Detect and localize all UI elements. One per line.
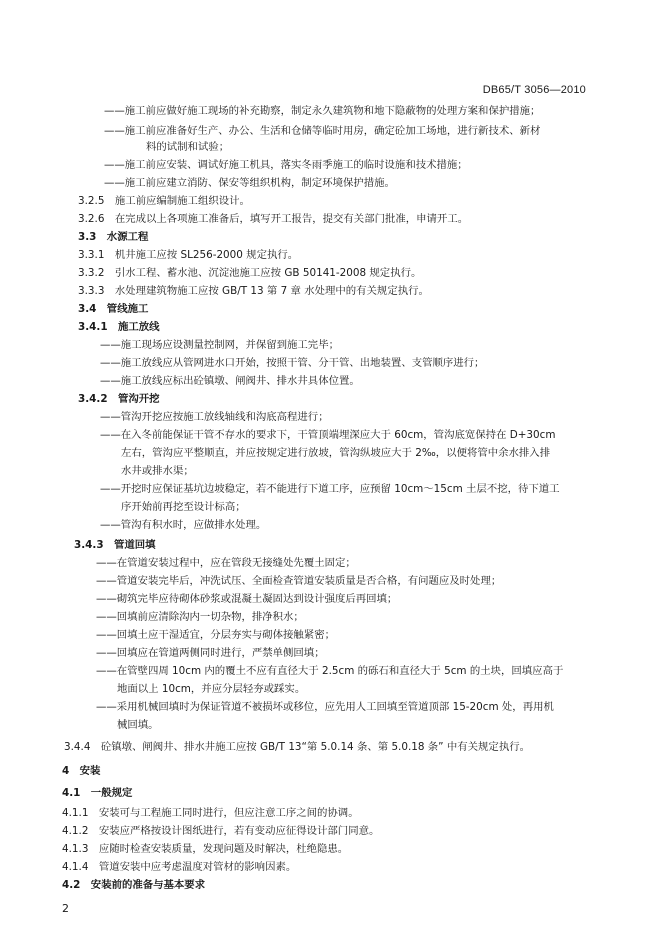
text-line: 水井或排水渠； <box>121 465 194 477</box>
page-number: 2 <box>62 902 69 915</box>
clause-4-1-4: 4.1.4 管道安装中应考虑温度对管材的影响因素。 <box>62 861 297 873</box>
text-line: ——施工前应安装、调试好施工机具，落实冬雨季施工的临时设施和技术措施； <box>104 159 468 171</box>
text-line: ——在入冬前能保证干管不存水的要求下，干管顶端埋深应大于 60cm，管沟底宽保持在 D+30cm <box>100 429 556 441</box>
section-3-4-heading: 3.4 管线施工 <box>78 303 149 315</box>
text-line: 序开始前再挖至设计标高； <box>121 501 246 513</box>
text-line: 地面以上 10cm，并应分层轻夯或踩实。 <box>117 683 306 695</box>
text-line: ——管沟有积水时，应做排水处理。 <box>100 519 267 531</box>
text-line: ——砌筑完毕应待砌体砂浆或混凝土凝固达到设计强度后再回填； <box>96 593 398 605</box>
section-3-3-heading: 3.3 水源工程 <box>78 231 149 243</box>
text-line: ——施工前应做好施工现场的补充勘察，制定永久建筑物和地下隐蔽物的处理方案和保护措施； <box>104 105 541 117</box>
section-4-2-heading: 4.2 安装前的准备与基本要求 <box>62 879 206 891</box>
document-code: DB65/T 3056—2010 <box>482 84 586 96</box>
clause-4-1-3: 4.1.3 应随时检查安装质量，发现问题及时解决，杜绝隐患。 <box>62 843 349 855</box>
text-line: ——施工前应建立消防、保安等组织机构，制定环境保护措施。 <box>104 177 395 189</box>
text-line: ——回填应在管道两侧同时进行，严禁单侧回填； <box>96 647 325 659</box>
text-line: 左右，管沟应平整顺直，并应按规定进行放坡，管沟纵坡应大于 2‰，以便将管中余水排入排 <box>121 447 551 459</box>
text-line: ——回填土应干湿适宜，分层夯实与砌体接触紧密； <box>96 629 335 641</box>
clause-3-3-3: 3.3.3 水处理建筑物施工应按 GB/T 13 第 7 章 水处理中的有关规定执行。 <box>78 285 429 297</box>
text-line: 械回填。 <box>117 719 159 731</box>
text-line: ——回填前应清除沟内一切杂物，排净积水； <box>96 611 304 623</box>
section-4-1-heading: 4.1 一般规定 <box>62 787 133 799</box>
text-line: ——管道安装完毕后，冲洗试压、全面检查管道安装质量是否合格，有问题应及时处理； <box>96 575 502 587</box>
text-line: ——管沟开挖应按施工放线轴线和沟底高程进行； <box>100 411 329 423</box>
clause-4-1-2: 4.1.2 安装应严格按设计图纸进行，若有变动应征得设计部门同意。 <box>62 825 380 837</box>
text-line: ——施工放线应标出砼镇墩、闸阀井、排水井具体位置。 <box>100 375 360 387</box>
text-line: ——在管道安装过程中，应在管段无接缝处先覆土固定； <box>96 557 356 569</box>
clause-3-4-2-heading: 3.4.2 管沟开挖 <box>78 393 160 405</box>
clause-3-4-3-heading: 3.4.3 管道回填 <box>74 539 156 551</box>
clause-3-4-1-heading: 3.4.1 施工放线 <box>78 321 160 333</box>
clause-3-3-2: 3.3.2 引水工程、蓄水池、沉淀池施工应按 GB 50141-2008 规定执行。 <box>78 267 422 279</box>
clause-4-1-1: 4.1.1 安装可与工程施工同时进行，但应注意工序之间的协调。 <box>62 807 359 819</box>
clause-3-3-1: 3.3.1 机井施工应按 SL256-2000 规定执行。 <box>78 249 299 261</box>
text-line: ——采用机械回填时为保证管道不被损坏或移位，应先用人工回填至管道顶部 15-20cm 处，再用机 <box>96 701 554 713</box>
clause-3-4-4: 3.4.4 砼镇墩、闸阀井、排水井施工应按 GB/T 13“第 5.0.14 条、第 5.0.18 条” 中有关规定执行。 <box>64 741 530 753</box>
text-line: 料的试制和试验； <box>146 141 230 153</box>
text-line: ——开挖时应保证基坑边坡稳定，若不能进行下道工序，应预留 10cm～15cm 土层不挖，待下道工 <box>100 483 560 495</box>
clause-3-2-6: 3.2.6 在完成以上各项施工准备后，填写开工报告，提交有关部门批准，申请开工。 <box>78 213 469 225</box>
clause-3-2-5: 3.2.5 施工前应编制施工组织设计。 <box>78 195 250 207</box>
text-line: ——在管壁四周 10cm 内的覆土不应有直径大于 2.5cm 的砾石和直径大于 5cm 的土块，回填应高于 <box>96 665 564 677</box>
text-line: ——施工现场应设测量控制网，并保留到施工完毕； <box>100 339 339 351</box>
chapter-4-heading: 4 安装 <box>62 765 101 777</box>
text-line: ——施工前应准备好生产、办公、生活和仓储等临时用房，确定砼加工场地，进行新技术、新材 <box>104 125 541 137</box>
text-line: ——施工放线应从管网进水口开始，按照干管、分干管、出地装置、支管顺序进行； <box>100 357 485 369</box>
